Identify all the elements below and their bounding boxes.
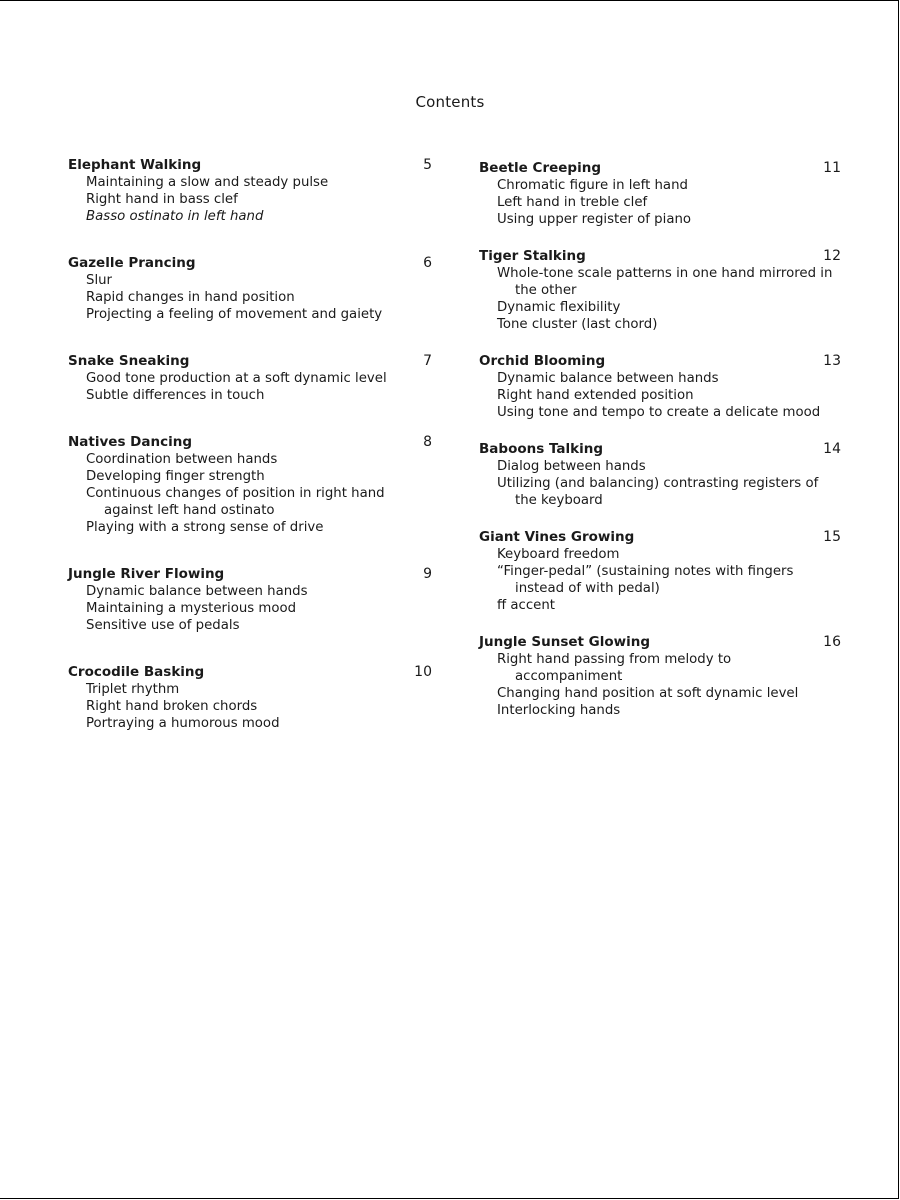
entry-topic-list <box>479 177 841 228</box>
entry-page-number: 15 <box>823 529 841 545</box>
contents-entry <box>68 254 432 323</box>
entry-page-number: 13 <box>823 353 841 369</box>
entry-topic: “Finger-pedal” (sustaining notes with fingers instead of with pedal) <box>497 564 794 596</box>
entry-topic-list <box>68 272 432 323</box>
contents-entry <box>479 352 841 421</box>
contents-entry <box>479 528 841 614</box>
entry-title: Natives Dancing <box>68 434 193 450</box>
entry-title: Baboons Talking <box>479 441 604 457</box>
entry-topic: Left hand in treble clef <box>497 195 648 210</box>
entry-title: Tiger Stalking <box>479 248 586 264</box>
entry-page-number: 10 <box>414 664 432 680</box>
entry-heading <box>68 254 432 272</box>
entry-title: Elephant Walking <box>68 157 202 173</box>
entry-title: Crocodile Basking <box>68 664 205 680</box>
entry-title: Orchid Blooming <box>479 353 606 369</box>
contents-left-column <box>68 156 432 761</box>
entry-topic: Rapid changes in hand position <box>86 290 295 305</box>
entry-topic: Triplet rhythm <box>86 682 180 697</box>
entry-topic-list <box>68 583 432 634</box>
entry-topic: ff accent <box>497 598 555 613</box>
entry-topic: Dialog between hands <box>497 459 646 474</box>
contents-entry <box>68 663 432 732</box>
entry-topic: Portraying a humorous mood <box>86 716 280 731</box>
entry-topic-list <box>68 451 432 536</box>
entry-topic: Subtle differences in touch <box>86 388 265 403</box>
entry-topic: Right hand passing from melody to accompaniment <box>497 652 732 684</box>
contents-entry <box>68 565 432 634</box>
entry-topic: Tone cluster (last chord) <box>497 317 658 332</box>
page-border-right <box>898 0 899 1198</box>
entry-topic: Keyboard freedom <box>497 547 620 562</box>
entry-title: Jungle Sunset Glowing <box>479 634 651 650</box>
entry-page-number: 12 <box>823 248 841 264</box>
entry-page-number: 14 <box>823 441 841 457</box>
entry-topic-list <box>479 370 841 421</box>
entry-page-number: 9 <box>423 566 432 582</box>
entry-topic: Continuous changes of position in right hand against left hand ostinato <box>86 486 385 518</box>
entry-topic: Good tone production at a soft dynamic level <box>86 371 387 386</box>
contents-entry <box>479 247 841 333</box>
entry-topic-list <box>68 370 432 404</box>
entry-topic: Sensitive use of pedals <box>86 618 240 633</box>
entry-title: Giant Vines Growing <box>479 529 635 545</box>
entry-heading <box>479 352 841 370</box>
entry-title: Jungle River Flowing <box>68 566 225 582</box>
entry-page-number: 7 <box>423 353 432 369</box>
entry-topic: Dynamic flexibility <box>497 300 621 315</box>
entry-topic-list <box>479 458 841 509</box>
entry-topic-list <box>479 651 841 719</box>
contents-entry <box>479 633 841 719</box>
entry-topic: Chromatic figure in left hand <box>497 178 688 193</box>
entry-topic: Basso ostinato in left hand <box>86 209 264 224</box>
entry-heading <box>479 159 841 177</box>
entry-topic: Using tone and tempo to create a delicate mood <box>497 405 821 420</box>
entry-title: Gazelle Prancing <box>68 255 196 271</box>
entry-topic: Slur <box>86 273 113 288</box>
entry-heading <box>68 156 432 174</box>
page-border-top <box>0 0 898 1</box>
entry-page-number: 11 <box>823 160 841 176</box>
contents-entry <box>68 433 432 536</box>
entry-topic: Dynamic balance between hands <box>86 584 308 599</box>
entry-topic: Maintaining a mysterious mood <box>86 601 297 616</box>
contents-entry <box>68 156 432 225</box>
entry-topic: Interlocking hands <box>497 703 621 718</box>
entry-topic-list <box>479 546 841 614</box>
entry-page-number: 6 <box>423 255 432 271</box>
entry-topic: Using upper register of piano <box>497 212 692 227</box>
entry-topic: Whole-tone scale patterns in one hand mirrored in the other <box>497 266 833 298</box>
entry-page-number: 5 <box>423 157 432 173</box>
entry-title: Beetle Creeping <box>479 160 601 176</box>
entry-heading <box>479 528 841 546</box>
entry-topic: Right hand in bass clef <box>86 192 238 207</box>
contents-entry <box>68 352 432 404</box>
entry-page-number: 8 <box>423 434 432 450</box>
entry-topic: Dynamic balance between hands <box>497 371 719 386</box>
contents-entry <box>479 440 841 509</box>
entry-topic-list <box>68 174 432 225</box>
entry-heading <box>68 663 432 681</box>
entry-topic: Maintaining a slow and steady pulse <box>86 175 329 190</box>
entry-heading <box>68 433 432 451</box>
entry-page-number: 16 <box>823 634 841 650</box>
contents-entry <box>479 159 841 228</box>
entry-topic: Projecting a feeling of movement and gaiety <box>86 307 383 322</box>
entry-topic: Playing with a strong sense of drive <box>86 520 324 535</box>
entry-topic: Coordination between hands <box>86 452 278 467</box>
entry-topic: Changing hand position at soft dynamic level <box>497 686 799 701</box>
page-title: Contents <box>415 93 485 111</box>
entry-title: Snake Sneaking <box>68 353 190 369</box>
entry-topic: Right hand extended position <box>497 388 694 403</box>
page-border-bottom <box>0 1198 899 1199</box>
entry-heading <box>479 633 841 651</box>
entry-heading <box>68 565 432 583</box>
contents-right-column <box>479 159 841 738</box>
entry-topic-list <box>68 681 432 732</box>
entry-heading <box>68 352 432 370</box>
entry-topic: Right hand broken chords <box>86 699 258 714</box>
entry-topic: Developing finger strength <box>86 469 265 484</box>
entry-heading <box>479 440 841 458</box>
entry-topic: Utilizing (and balancing) contrasting registers of the keyboard <box>497 476 819 508</box>
entry-heading <box>479 247 841 265</box>
entry-topic-list <box>479 265 841 333</box>
